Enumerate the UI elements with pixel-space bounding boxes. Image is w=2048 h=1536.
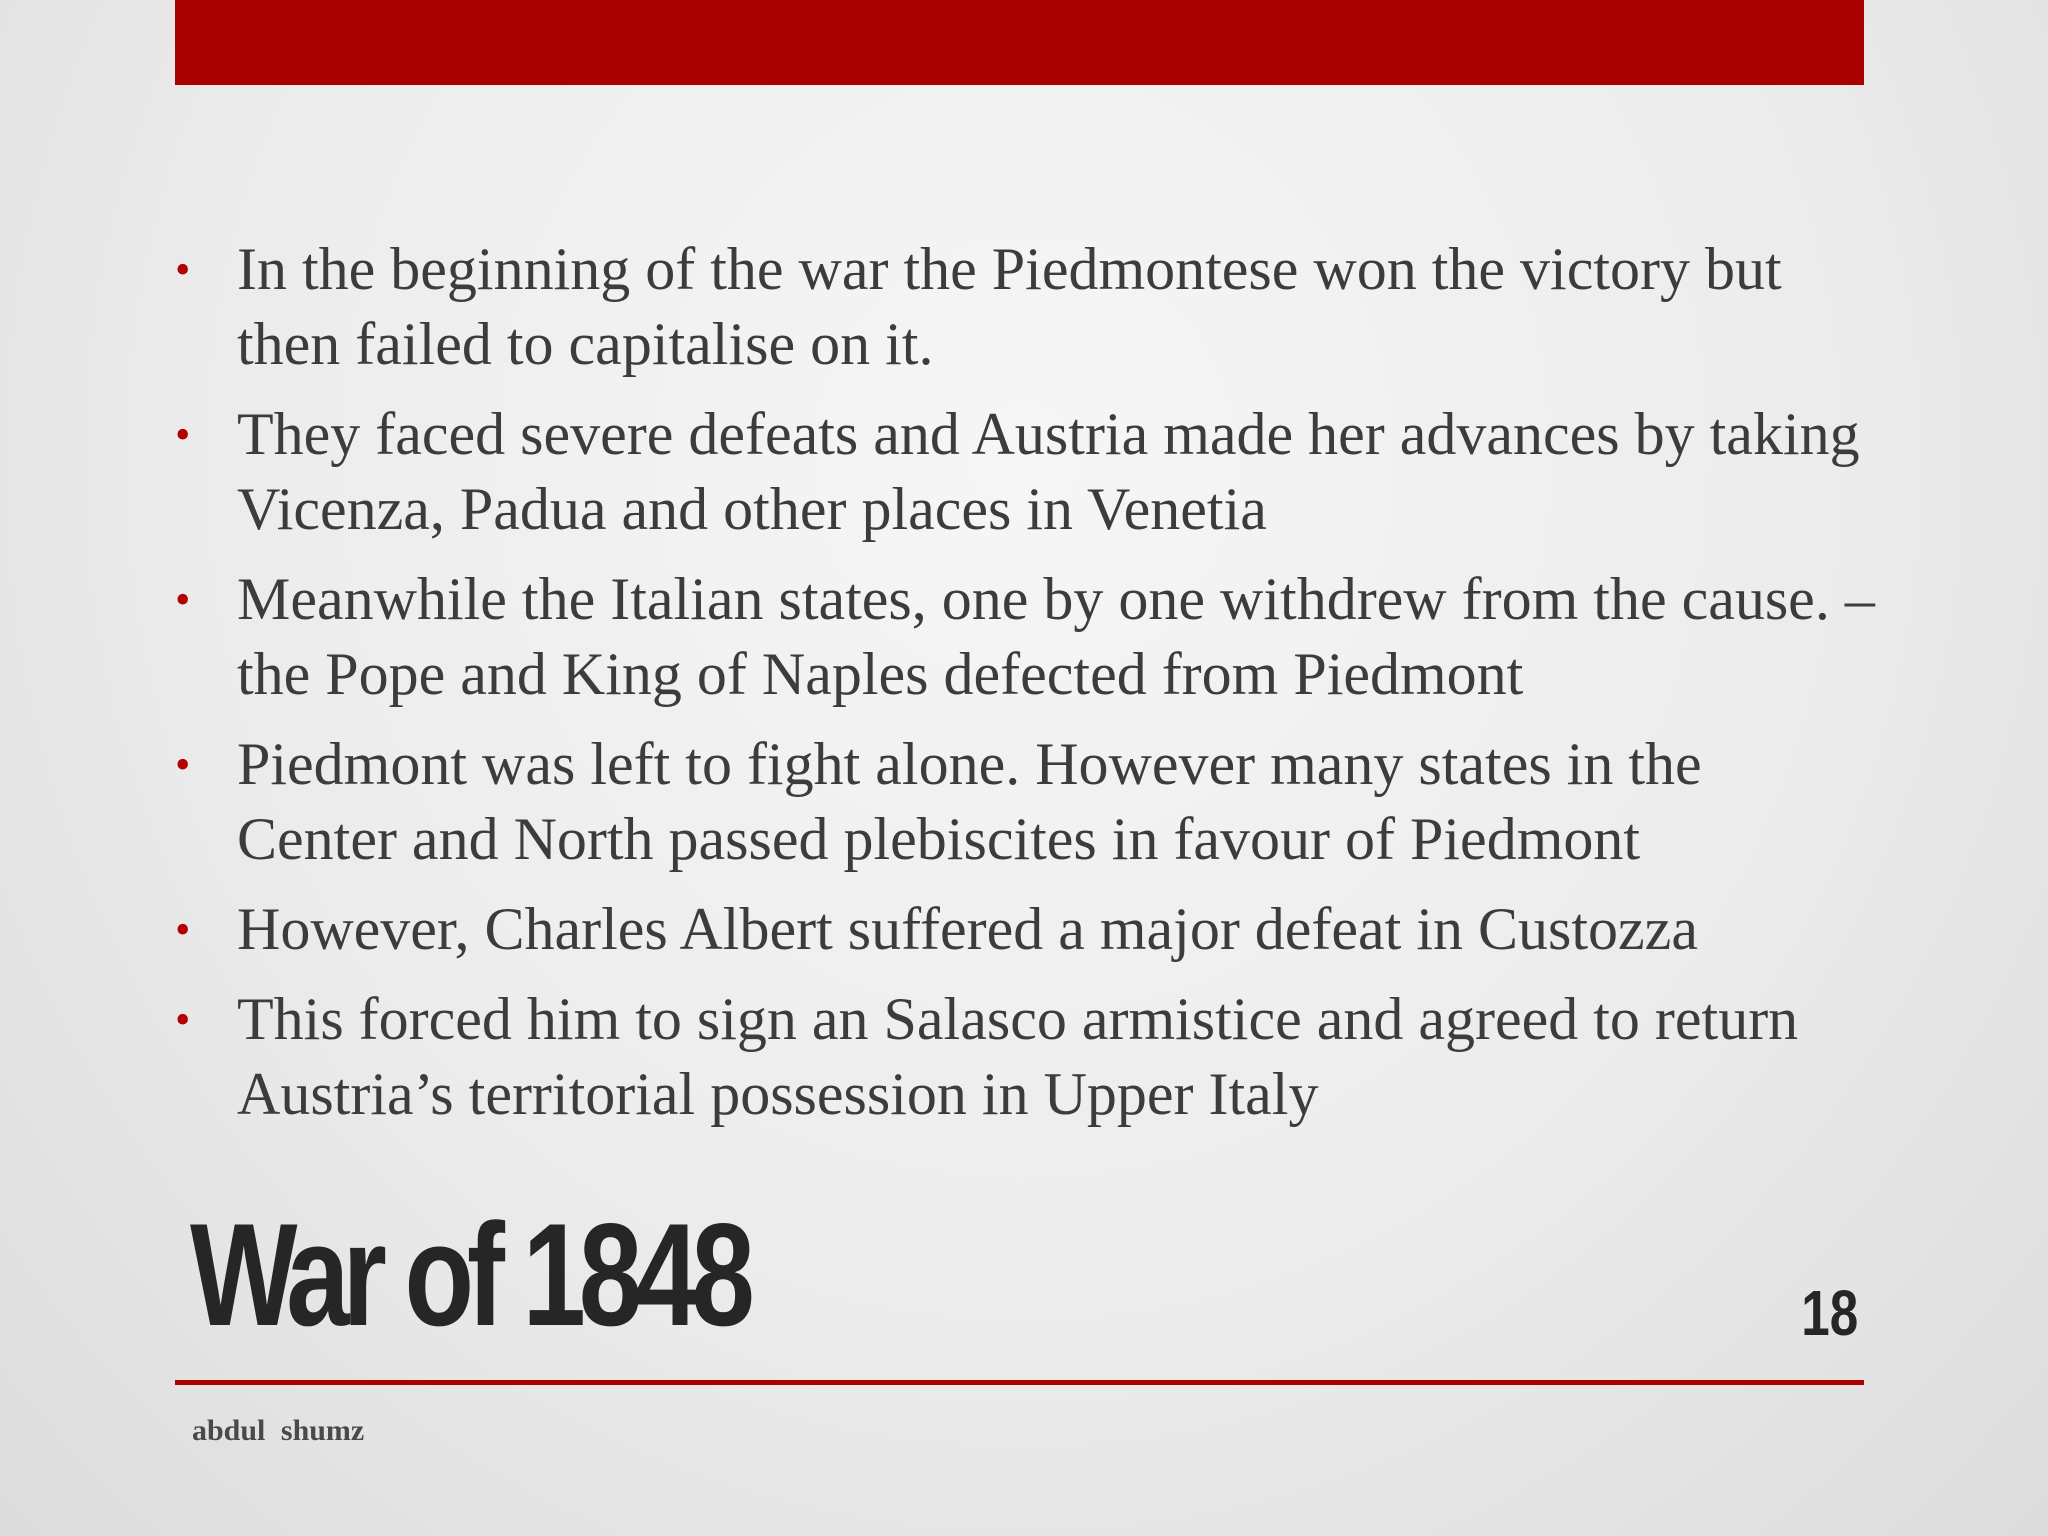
bullet-item — [175, 982, 1875, 1132]
bullet-text: In the beginning of the war the Piedmontese won the victory but then failed to capitalise on it. — [237, 236, 1782, 377]
bullet-icon: • — [175, 905, 191, 954]
slide-title: War of 1848 — [190, 1193, 748, 1356]
bullet-icon: • — [175, 995, 191, 1044]
page-number: 18 — [1801, 1277, 1858, 1349]
bullet-text: This forced him to sign an Salasco armistice and agreed to return Austria’s territorial possession in Upper Italy — [237, 986, 1799, 1127]
bullet-icon: • — [175, 575, 191, 624]
bullet-item — [175, 562, 1875, 712]
title-underline — [175, 1380, 1864, 1385]
bullet-text: They faced severe defeats and Austria made her advances by taking Vicenza, Padua and other places in Venetia — [237, 401, 1860, 542]
bullet-text: Meanwhile the Italian states, one by one withdrew from the cause. – the Pope and King of Naples defected from Piedmont — [237, 566, 1875, 707]
bullet-list — [175, 232, 1875, 1147]
bullet-icon: • — [175, 740, 191, 789]
bullet-icon: • — [175, 410, 191, 459]
bullet-item — [175, 892, 1875, 967]
footer-author: abdul shumz — [192, 1414, 365, 1447]
bullet-item — [175, 397, 1875, 547]
bullet-text: However, Charles Albert suffered a major defeat in Custozza — [237, 896, 1698, 962]
bullet-text: Piedmont was left to fight alone. However many states in the Center and North passed plebiscites in favour of Piedmont — [237, 731, 1702, 872]
top-accent-bar — [175, 0, 1864, 85]
bullet-item — [175, 232, 1875, 382]
bullet-icon: • — [175, 245, 191, 294]
bullet-item — [175, 727, 1875, 877]
